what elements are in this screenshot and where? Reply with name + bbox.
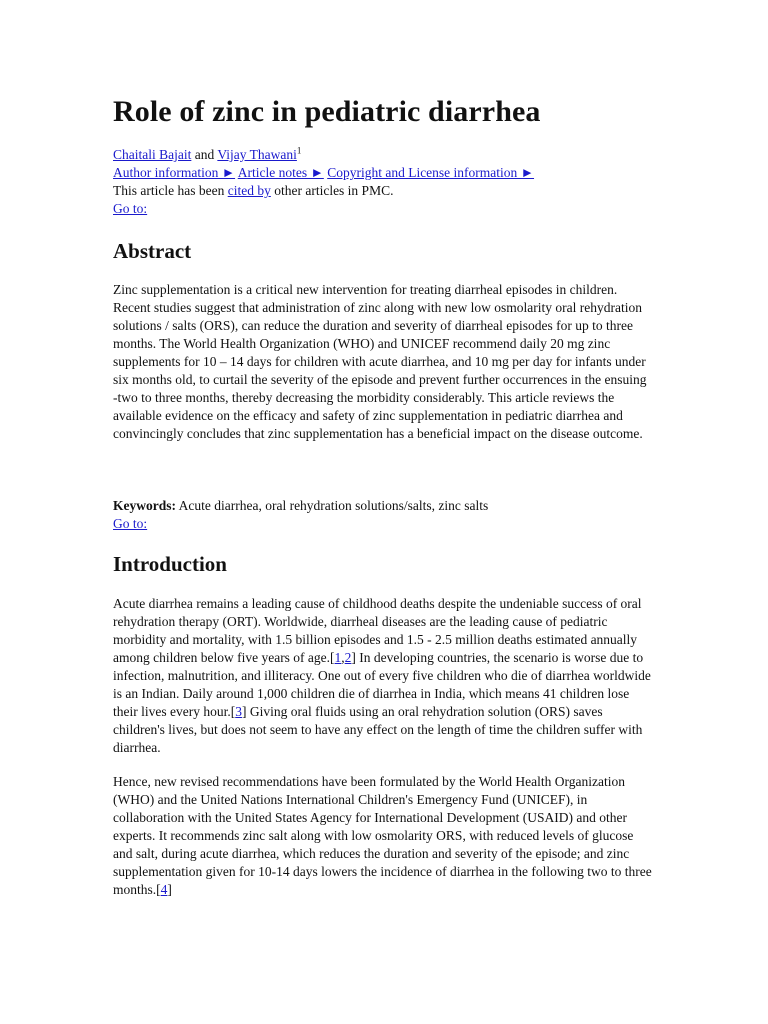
intro-p1-text-b: ] In developing countries, the scenario is worse due to infection, malnutrition, and illiteracy. One out of every five children who die of diarrhea worldwide is an Indian. Daily around 1,000 children die of diarrhea in India, which means 41 children lose their lives every hour.[ — [113, 650, 651, 719]
article-title: Role of zinc in pediatric diarrhea — [113, 95, 541, 128]
intro-p1-text-a: Acute diarrhea remains a leading cause of childhood deaths despite the undeniable success of oral rehydration therapy (ORT). Worldwide, diarrheal diseases are the leading cause of pediatric morbidity and mortality, with 1.5 billion episodes and 1.5 - 2.5 million deaths estimated annually among children below five years of age.[ — [113, 596, 642, 665]
info-links — [113, 164, 673, 182]
affiliation-superscript: 1 — [296, 145, 302, 156]
intro-p1-text-c: ] Giving oral fluids using an oral rehydration solution (ORS) saves children's lives, but does not seem to have any effect on the length of time the children suffer with diarrhea. — [113, 704, 643, 755]
copyright-license-link[interactable]: Copyright and License information ► — [327, 165, 535, 180]
reference-link-2[interactable]: 2 — [344, 650, 352, 665]
introduction-heading: Introduction — [113, 552, 227, 576]
author-link-bajait[interactable]: Chaitali Bajait — [113, 147, 192, 162]
intro-p2-text-a: Hence, new revised recommendations have been formulated by the World Health Organization (WHO) and the United Nations International Children's Emergency Fund (UNICEF), in collaboration with the United States Agency for International Development (USAID) and other experts. It recommends zinc salt along with low osmolarity ORS, with reduced levels of glucose and salt, during acute diarrhea, which reduces the duration and severity of the episode; and zinc supplementation given for 10-14 days lowers the incidence of diarrhea in the following two to three months.[ — [113, 774, 652, 897]
introduction-paragraph-1 — [113, 595, 653, 757]
keywords-label: Keywords: — [113, 498, 176, 513]
reference-link-1[interactable]: 1 — [334, 650, 342, 665]
cited-by-line — [113, 182, 673, 200]
cited-by-link[interactable]: cited by — [227, 183, 271, 198]
abstract-heading: Abstract — [113, 239, 192, 263]
cited-by-after: other articles in PMC. — [270, 183, 394, 198]
reference-link-3[interactable]: 3 — [235, 704, 242, 719]
article-notes-link[interactable]: Article notes ► — [237, 165, 324, 180]
author-and: and — [191, 147, 218, 162]
reference-link-4[interactable]: 4 — [160, 882, 168, 897]
keywords-line — [113, 497, 653, 515]
cited-by-before: This article has been — [113, 183, 228, 198]
reference-comma: , — [341, 650, 345, 665]
goto-link-abstract[interactable]: Go to: — [113, 516, 148, 531]
author-information-link[interactable]: Author information ► — [113, 165, 236, 180]
introduction-paragraph-2 — [113, 773, 653, 899]
abstract-paragraph: Zinc supplementation is a critical new intervention for treating diarrheal episodes in children. Recent studies suggest that administration of zinc along with new low osmolarity oral rehydration solutions / salts (ORS), can reduce the duration and severity of diarrheal episodes for up to three months. The World Health Organization (WHO) and UNICEF recommend daily 20 mg zinc supplements for 10 – 14 days for children with acute diarrhea, and 10 mg per day for infants under six months old, to curtail the severity of the episode and prevent further occurrences in the ensuing -two to three months, thereby decreasing the morbidity considerably. This article reviews the available evidence on the efficacy and safety of zinc supplementation in pediatric diarrhea and convincingly concludes that zinc supplementation has a beneficial impact on the disease outcome. — [113, 282, 647, 441]
author-link-thawani[interactable]: Vijay Thawani — [217, 147, 297, 162]
goto-link-top[interactable]: Go to: — [113, 201, 148, 216]
article-meta — [113, 146, 673, 218]
author-line — [113, 146, 673, 164]
intro-p2-text-b: ] — [167, 882, 172, 897]
keywords-text: Acute diarrhea, oral rehydration solutions/salts, zinc salts — [176, 498, 489, 513]
